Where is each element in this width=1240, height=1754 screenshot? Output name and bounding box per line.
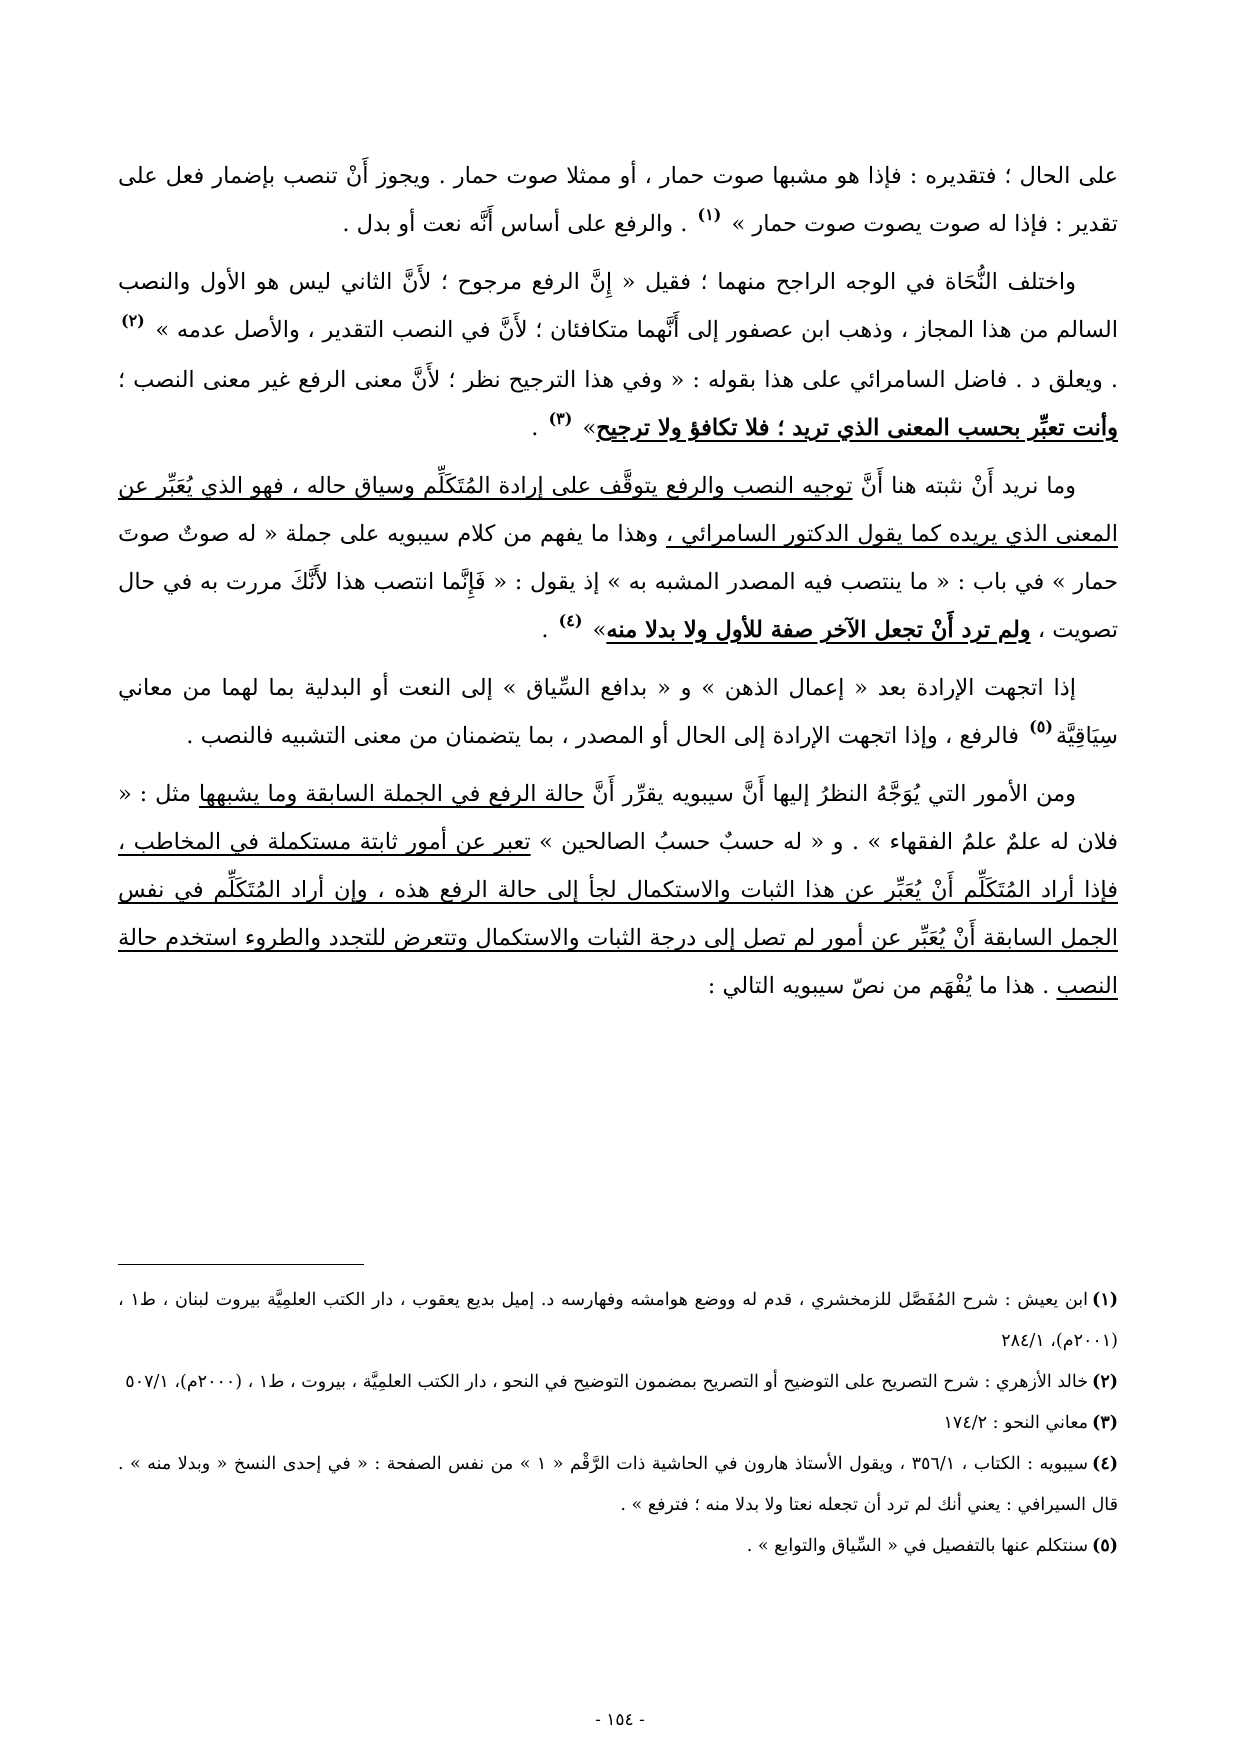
- paragraph-3-text-mid: وهذا ما يفهم من كلام سيبويه على جملة « له صوتٌ صوتَ حمار » في باب : « ما ينتصب فيه المصدر المشبه به » إذ يقول : « فَإِنَّما انتصب هذا لأَنَّكَ مررت به في حال تصويت ،: [118, 521, 1118, 643]
- footnote-2: [118, 1362, 1118, 1403]
- footnote-number: (٣): [1092, 1413, 1118, 1433]
- footnote-text: سيبويه : الكتاب ، ٣٥٦/١ ، ويقول الأستاذ هارون في الحاشية ذات الرَّقْم « ١ » من نفس الصفحة : « في إحدى النسخ « وبدلا منه » . قال السيرافي : يعني أنك لم ترد أن تجعله نعتا ولا بدلا منه ؛ فترفع » .: [118, 1454, 1118, 1515]
- footnote-text: ابن يعيش : شرح المُفَصَّل للزمخشري ، قدم له ووضع هوامشه وفهارسه د. إميل بديع يعقوب ، دار الكتب العلمِيَّة بيروت لبنان ، ط١ ، (٢٠٠١م)، ٢٨٤/١: [118, 1290, 1118, 1351]
- paragraph-2-text: واختلف النُّحَاة في الوجه الراجح منهما ؛ فقيل « إِنَّ الرفع مرجوح ؛ لأَنَّ الثاني ليس هو الأول والنصب السالم من هذا المجاز ، وذهب ابن عصفور إلى أَنَّهما متكافئان ؛ لأَنَّ في النصب التقدير ، والأصل عدمه »: [118, 269, 1119, 343]
- paragraph-5-underlined-2: تعبر عن أمور ثابتة مستكملة في المخاطب ، فإذا أراد المُتَكَلِّم أَنْ يُعَبِّر عن هذا الثبات والاستكمال لجأ إلى حالة الرفع هذه ، وإن أراد المُتَكَلِّم في نفس الجمل السابقة أَنْ يُعَبِّر عن أمور لم تصل إلى درجة الثبات والاستكمال وتتعرض للتجدد والطروء استخدم حالة النصب: [118, 829, 1118, 999]
- paragraph-4-text-end: فالرفع ، وإذا اتجهت الإرادة إلى الحال أو المصدر ، بما يتضمنان من معنى التشبيه فالنصب .: [186, 723, 1019, 749]
- footnote-3: [118, 1403, 1118, 1444]
- footnotes: [118, 1280, 1118, 1567]
- footnote-separator: [118, 1264, 364, 1265]
- paragraph-1: [118, 152, 1118, 250]
- paragraph-3-text-end: .: [541, 617, 549, 643]
- footnote-number: (٥): [1092, 1536, 1118, 1556]
- paragraph-1-text-end: . والرفع على أساس أَنَّه نعت أو بدل .: [342, 211, 688, 237]
- paragraph-4: [118, 664, 1118, 762]
- paragraph-3: [118, 462, 1118, 656]
- footnote-1: [118, 1280, 1118, 1362]
- footnote-ref-2[interactable]: (٢): [121, 311, 145, 330]
- paragraph-4-text: إذا اتجهت الإرادة بعد « إعمال الذهن » و « بدافع السِّياق » إلى النعت أو البدلية بما لهما من معاني سِيَاقِيَّة: [118, 675, 1118, 749]
- paragraph-2-bold-quote: وأنت تعبِّر بحسب المعنى الذي تريد ؛ فلا تكافؤ ولا ترجيح: [596, 415, 1118, 441]
- paragraph-5-text-mid: مثل : « فلان له علمٌ علمُ الفقهاء » . و « له حسبٌ حسبُ الصالحين »: [118, 781, 1118, 855]
- paragraph-5-text: ومن الأمور التي يُوَجَّهُ النظرُ إليها أَنَّ سيبويه يقرِّر أَنَّ: [592, 781, 1076, 807]
- footnote-number: (٢): [1092, 1372, 1118, 1392]
- footnote-5: [118, 1526, 1118, 1567]
- paragraph-3-bold-quote: ولم ترد أَنْ تجعل الآخر صفة للأول ولا بدلا منه: [606, 617, 1031, 643]
- paragraph-2: [118, 258, 1118, 454]
- footnote-ref-5[interactable]: (٥): [1029, 717, 1053, 736]
- footnote-number: (١): [1092, 1290, 1118, 1310]
- paragraph-1-text: على الحال ؛ فتقديره : فإذا هو مشبها صوت حمار ، أو ممثلا صوت حمار . ويجوز أَنْ تنصب بإضمار فعل على تقدير : فإذا له صوت يصوت صوت حمار »: [118, 163, 1118, 237]
- paragraph-2-quote-close: »: [582, 415, 597, 441]
- footnote-text: سنتكلم عنها بالتفصيل في « السِّياق والتوابع » .: [746, 1536, 1089, 1556]
- footnote-number: (٤): [1092, 1454, 1118, 1474]
- paragraph-5-underlined-1: حالة الرفع في الجملة السابقة وما يشبهها: [198, 781, 585, 807]
- page-number: - ١٥٤ -: [595, 1710, 645, 1730]
- paragraph-5: [118, 770, 1118, 1010]
- footnote-4: [118, 1444, 1118, 1526]
- paragraph-2-text-mid: . ويعلق د . فاضل السامرائي على هذا بقوله : « وفي هذا الترجيح نظر ؛ لأَنَّ معنى الرفع غير معنى النصب ؛: [118, 367, 1118, 393]
- footnote-ref-3[interactable]: (٣): [548, 409, 573, 428]
- footnote-ref-1[interactable]: (١): [697, 205, 722, 224]
- paragraph-3-text: وما نريد أَنْ نثبته هنا أَنَّ: [860, 473, 1076, 499]
- footnote-text: معاني النحو : ١٧٤/٢: [943, 1413, 1089, 1433]
- main-text: [118, 150, 1118, 1010]
- paragraph-3-underlined: توجيه النصب والرفع يتوقَّف على إرادة المُتَكَلِّم وسياق حاله ، فهو الذي يُعَبِّر عن المعنى الذي يريده كما يقول الدكتور السامرائي ،: [118, 473, 1118, 547]
- footnote-ref-4[interactable]: (٤): [558, 611, 583, 630]
- paragraph-5-text-end: . هذا ما يُفْهَم من نصّ سيبويه التالي :: [707, 973, 1050, 999]
- paragraph-2-text-end: .: [531, 415, 539, 441]
- paragraph-3-quote-close: »: [592, 617, 607, 643]
- footnote-text: خالد الأزهري : شرح التصريح على التوضيح أو التصريح بمضمون التوضيح في النحو ، دار الكتب العلمِيَّة ، بيروت ، ط١ ، (٢٠٠٠م)، ٥٠٧/١: [125, 1372, 1089, 1392]
